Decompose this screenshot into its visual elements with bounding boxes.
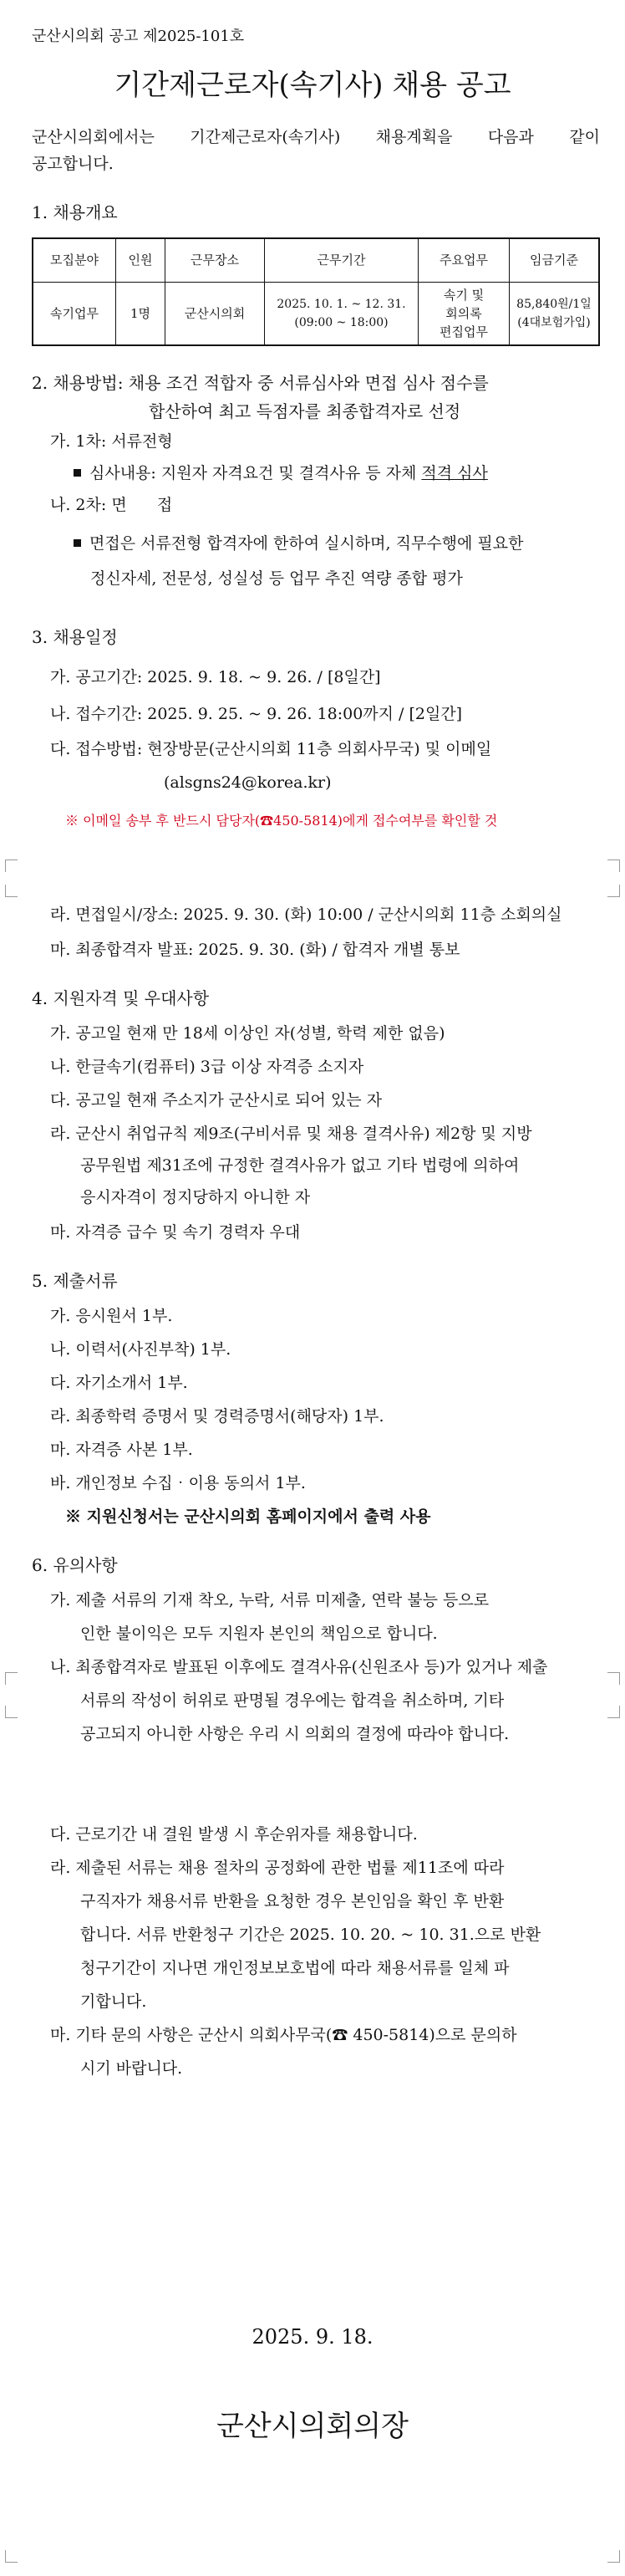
section-6-heading: 6. 유의사항 [32, 1555, 118, 1575]
section-5-heading: 5. 제출서류 [32, 1271, 118, 1291]
section-6-item-da: 다. 근로기간 내 결원 발생 시 후순위자를 채용합니다. [50, 1825, 418, 1844]
header-field: 모집분야 [33, 238, 116, 282]
page-corner-mark [5, 1706, 18, 1718]
section-5-item-ma: 마. 자격증 사본 1부. [50, 1441, 193, 1459]
section-2-item-na-bullet-cont: 정신자세, 전문성, 성실성 등 업무 추진 역량 종합 평가 [90, 569, 463, 588]
section-3-item-na: 나. 접수기간: 2025. 9. 25. ~ 9. 26. 18:00까지 / [2일간] [50, 705, 463, 723]
section-4-item-ra-cont-2: 응시자격이 정지당하지 아니한 자 [80, 1188, 311, 1206]
page-corner-mark [5, 860, 18, 872]
cell-period-hours: (09:00 ~ 18:00) [294, 315, 389, 329]
page-corner-mark [607, 1672, 620, 1685]
section-5-item-ra: 라. 최종학력 증명서 및 경력증명서(해당자) 1부. [50, 1407, 384, 1426]
section-6-item-ra: 라. 제출된 서류는 채용 절차의 공정화에 관한 법률 제11조에 따라 [50, 1859, 505, 1877]
table-header-row [33, 238, 599, 282]
section-6-item-na: 나. 최종합격자로 발표된 이후에도 결격사유(신원조사 등)가 있거나 제출 [50, 1658, 548, 1676]
cell-duty [419, 282, 510, 345]
cell-count: 1명 [116, 282, 165, 345]
section-4-item-ga: 가. 공고일 현재 만 18세 이상인 자(성별, 학력 제한 없음) [50, 1024, 445, 1043]
section-6-item-ra-cont-3: 청구기간이 지나면 개인정보보호법에 따라 채용서류를 일체 파 [80, 1959, 510, 1977]
intro-line-2: 공고합니다. [32, 155, 114, 173]
section-5-note: ※ 지원신청서는 군산시의회 홈페이지에서 출력 사용 [65, 1507, 431, 1526]
section-4-item-ma: 마. 자격증 급수 및 속기 경력자 우대 [50, 1223, 301, 1242]
section-6-item-ga: 가. 제출 서류의 기재 착오, 누락, 서류 미제출, 연락 불능 등으로 [50, 1591, 490, 1609]
section-2-item-ga: 가. 1차: 서류전형 [50, 432, 173, 451]
section-3-item-ga: 가. 공고기간: 2025. 9. 18. ~ 9. 26. / [8일간] [50, 668, 381, 686]
section-2-heading-line-2: 합산하여 최고 득점자를 최종합격자로 선정 [149, 401, 461, 421]
section-2-item-na: 나. 2차: 면 접 [50, 496, 173, 514]
section-3-item-ra: 라. 면접일시/장소: 2025. 9. 30. (화) 10:00 / 군산시의회 11층 소회의실 [50, 905, 562, 924]
page-corner-mark [607, 885, 620, 897]
square-bullet-icon [74, 469, 81, 477]
section-6-item-ra-cont-2: 합니다. 서류 반환청구 기간은 2025. 10. 20. ~ 10. 31.으로 반환 [80, 1926, 541, 1944]
cell-wage-note: (4대보험가입) [517, 315, 591, 329]
header-place: 근무장소 [165, 238, 265, 282]
page-corner-mark [5, 885, 18, 897]
bullet-underlined-text: 적격 심사 [421, 464, 488, 482]
header-count: 인원 [116, 238, 165, 282]
page-corner-mark [607, 2550, 620, 2563]
cell-duty-line-1: 속기 및 [443, 287, 485, 303]
notice-date: 2025. 9. 18. [252, 2325, 373, 2349]
page-corner-mark [607, 860, 620, 872]
section-5-item-ba: 바. 개인정보 수집‧이용 동의서 1부. [50, 1474, 306, 1492]
cell-wage [510, 282, 600, 345]
section-6-item-ga-cont: 인한 불이익은 모두 지원자 본인의 책임으로 합니다. [80, 1625, 438, 1643]
recruitment-table [32, 237, 600, 346]
section-3-item-da-email: (alsgns24@korea.kr) [164, 773, 332, 792]
cell-field: 속기업무 [33, 282, 116, 345]
section-4-item-na: 나. 한글속기(컴퓨터) 3급 이상 자격증 소지자 [50, 1058, 364, 1076]
section-2-heading-line-1: 2. 채용방법: 채용 조건 적합자 중 서류심사와 면접 심사 점수를 [32, 373, 489, 393]
cell-place: 군산시의회 [165, 282, 265, 345]
section-3-item-ma: 마. 최종합격자 발표: 2025. 9. 30. (화) / 합격자 개별 통보 [50, 941, 460, 959]
header-wage: 임금기준 [510, 238, 600, 282]
cell-period [265, 282, 419, 345]
section-4-item-ra-cont-1: 공무원법 제31조에 규정한 결격사유가 없고 기타 법령에 의하여 [80, 1156, 520, 1175]
section-6-item-ma: 마. 기타 문의 사항은 군산시 의회사무국(☎ 450-5814)으로 문의하 [50, 2026, 517, 2044]
section-3-heading: 3. 채용일정 [32, 627, 118, 647]
section-6-item-ra-cont-4: 기합니다. [80, 1992, 147, 2011]
section-3-item-da: 다. 접수방법: 현장방문(군산시의회 11층 의회사무국) 및 이메일 [50, 740, 492, 758]
page-corner-mark [5, 2550, 18, 2563]
section-4-item-ra: 라. 군산시 취업규칙 제9조(구비서류 및 채용 결격사유) 제2항 및 지방 [50, 1125, 532, 1143]
signer-name: 군산시의회의장 [216, 2410, 409, 2443]
section-6-item-ma-cont: 시기 바랍니다. [80, 2059, 183, 2078]
section-6-item-na-cont-1: 서류의 작성이 허위로 판명될 경우에는 합격을 취소하며, 기타 [80, 1691, 505, 1710]
header-duty: 주요업무 [419, 238, 510, 282]
page-title: 기간제근로자(속기사) 채용 공고 [114, 69, 511, 102]
header-period: 근무기간 [265, 238, 419, 282]
section-1-heading: 1. 채용개요 [32, 202, 118, 222]
bullet-text: 심사내용: 지원자 자격요건 및 결격사유 등 자체 [89, 464, 422, 482]
section-4-heading: 4. 지원자격 및 우대사항 [32, 988, 210, 1008]
section-6-item-na-cont-2: 공고되지 아니한 사항은 우리 시 의회의 결정에 따라야 합니다. [80, 1725, 510, 1743]
section-3-note: ※ 이메일 송부 후 반드시 담당자(☎450-5814)에게 접수여부를 확인할 것 [65, 813, 498, 829]
section-2-item-ga-bullet [74, 462, 488, 485]
section-5-item-na: 나. 이력서(사진부착) 1부. [50, 1340, 231, 1359]
intro-line-1: 군산시의회에서는 기간제근로자(속기사) 채용계획을 다음과 같이 [32, 128, 600, 146]
section-5-item-ga: 가. 응시원서 1부. [50, 1307, 173, 1325]
page-corner-mark [607, 1706, 620, 1718]
page-corner-mark [5, 1672, 18, 1685]
section-5-item-da: 다. 자기소개서 1부. [50, 1374, 188, 1392]
notice-number: 군산시의회 공고 제2025-101호 [32, 28, 245, 45]
section-2-item-na-bullet [74, 532, 523, 555]
cell-period-dates: 2025. 10. 1. ~ 12. 31. [277, 297, 406, 311]
cell-wage-amount: 85,840원/1일 [516, 297, 592, 311]
section-6-item-ra-cont-1: 구직자가 채용서류 반환을 요청한 경우 본인임을 확인 후 반환 [80, 1892, 505, 1910]
cell-duty-line-3: 편집업무 [440, 324, 488, 339]
bullet-text: 면접은 서류전형 합격자에 한하여 실시하며, 직무수행에 필요한 [89, 534, 524, 553]
table-row [33, 282, 599, 345]
section-4-item-da: 다. 공고일 현재 주소지가 군산시로 되어 있는 자 [50, 1091, 383, 1109]
cell-duty-line-2: 회의록 [445, 305, 482, 321]
square-bullet-icon [74, 539, 81, 547]
